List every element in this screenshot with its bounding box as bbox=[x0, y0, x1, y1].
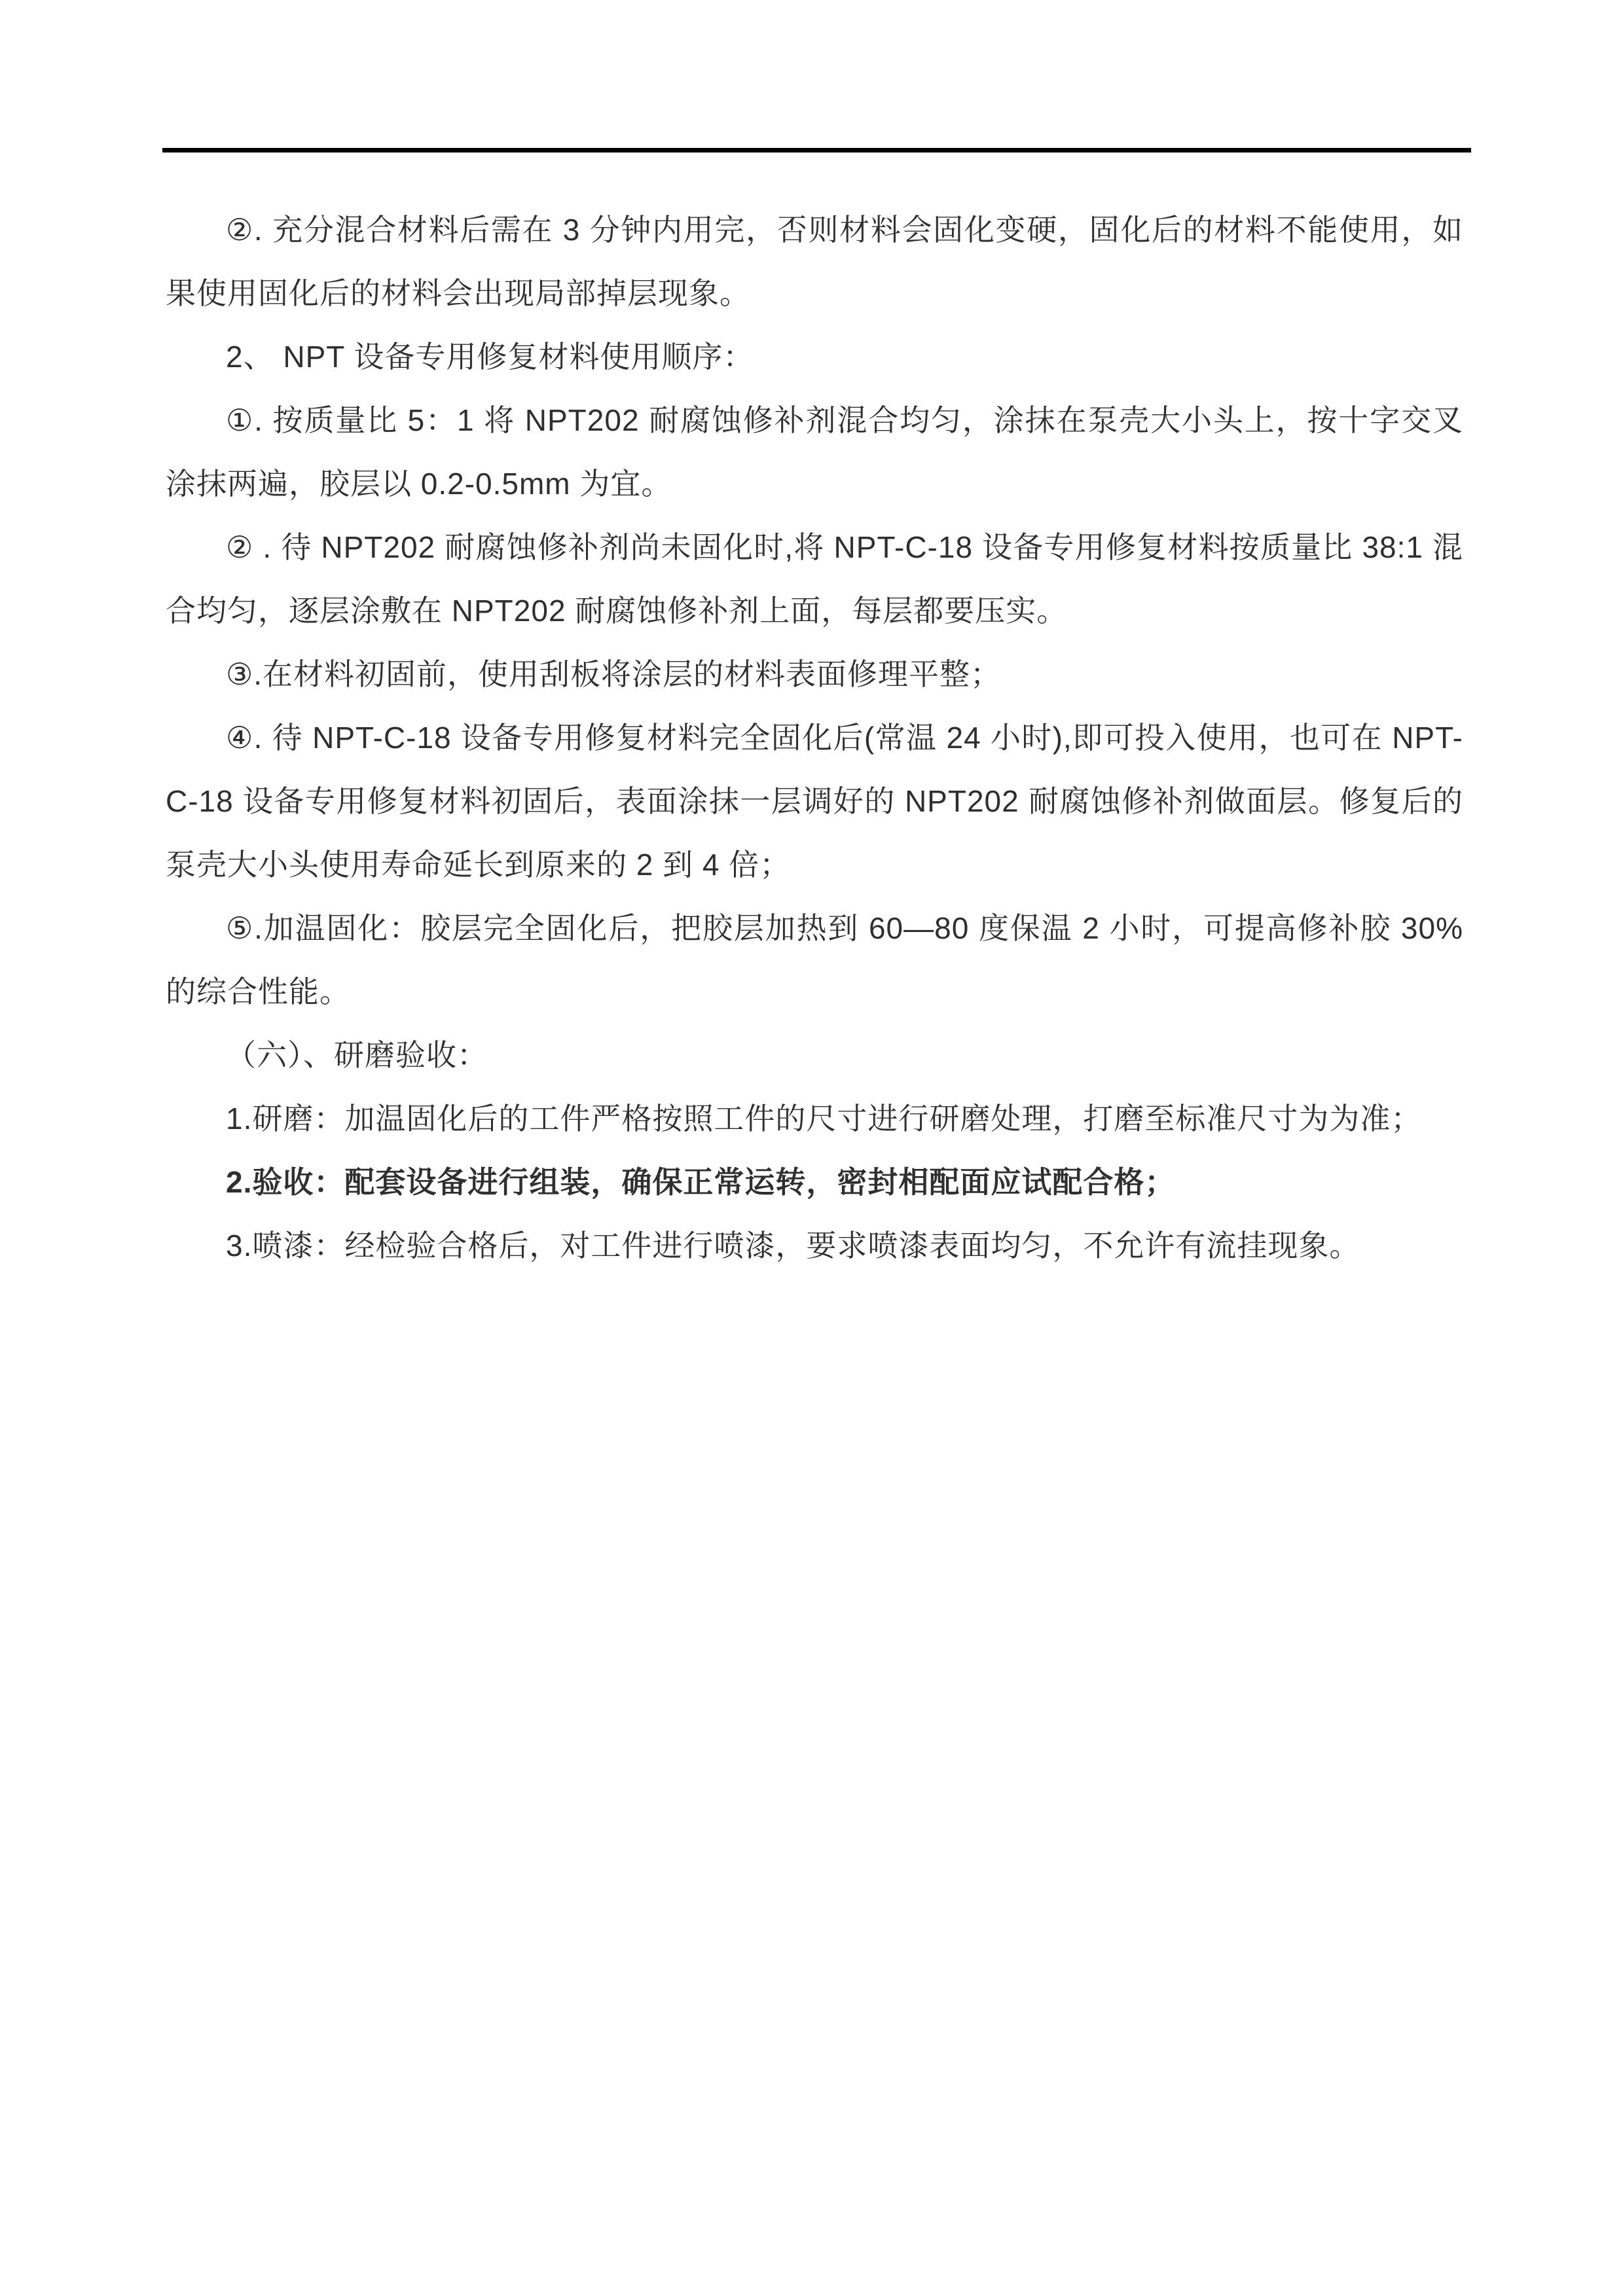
paragraph-painting: 3.喷漆：经检验合格后，对工件进行喷漆，要求喷漆表面均匀，不允许有流挂现象。 bbox=[226, 1229, 1360, 1263]
paragraph-step-2-apply-layers: ② . 待 NPT202 耐腐蚀修补剂尚未固化时,将 NPT-C-18 设备专用修复材料按质量比 38:1 混合均匀，逐层涂敷在 NPT202 耐腐蚀修补剂上面，每层都要压实。 bbox=[166, 530, 1463, 628]
paragraph-step-5-heat-cure: ⑤.加温固化：胶层完全固化后，把胶层加热到 60—80 度保温 2 小时，可提高修补胶 30%的综合性能。 bbox=[166, 911, 1463, 1009]
document-body bbox=[166, 198, 1463, 1278]
heading-grinding-acceptance: （六）、研磨验收： bbox=[226, 1038, 488, 1072]
paragraph-step-3-scraper-smooth: ③.在材料初固前，使用刮板将涂层的材料表面修理平整； bbox=[226, 657, 1002, 691]
paragraph-acceptance: 2.验收：配套设备进行组装，确保正常运转，密封相配面应试配合格； bbox=[226, 1165, 1176, 1199]
header-rule bbox=[162, 148, 1471, 152]
heading-npt-material-usage-order: 2、 NPT 设备专用修复材料使用顺序： bbox=[226, 340, 754, 374]
paragraph-step-1-mix-ratio: ①. 按质量比 5：1 将 NPT202 耐腐蚀修补剂混合均匀，涂抹在泵壳大小头上，按十字交叉涂抹两遍，胶层以 0.2-0.5mm 为宜。 bbox=[166, 403, 1463, 501]
paragraph-curing-time-warning: ②. 充分混合材料后需在 3 分钟内用完，否则材料会固化变硬，固化后的材料不能使用，如果使用固化后的材料会出现局部掉层现象。 bbox=[166, 213, 1463, 310]
paragraph-grinding: 1.研磨：加温固化后的工件严格按照工件的尺寸进行研磨处理，打磨至标准尺寸为为准； bbox=[226, 1102, 1422, 1136]
paragraph-step-4-full-cure: ④. 待 NPT-C-18 设备专用修复材料完全固化后(常温 24 小时),即可投入使用，也可在 NPT-C-18 设备专用修复材料初固后，表面涂抹一层调好的 NPT202 耐腐蚀修补剂做面层。修复后的泵壳大小头使用寿命延长到原来的 2 到 4 倍； bbox=[166, 721, 1463, 882]
